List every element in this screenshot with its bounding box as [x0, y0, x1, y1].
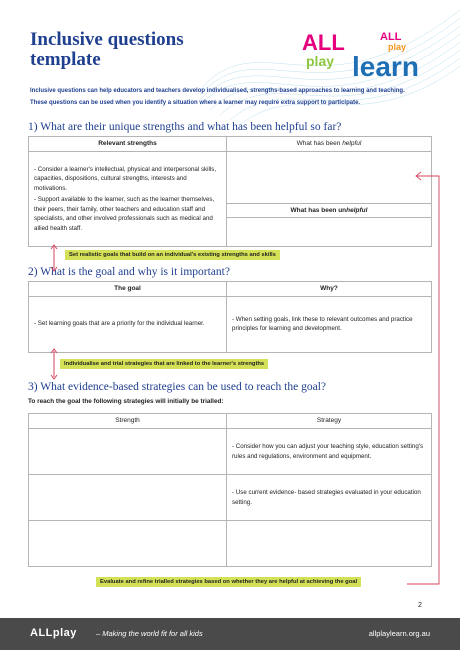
footer-bar	[0, 618, 460, 650]
page-title	[30, 30, 184, 70]
page-title-line2: template	[30, 49, 101, 70]
unhelpful-entry-cell[interactable]	[227, 218, 432, 247]
intro-text	[30, 86, 430, 109]
strategies-intro: To reach the goal the following strategies will initially be trialled:	[28, 398, 224, 405]
strategy-entry-cell-2[interactable]	[227, 475, 432, 521]
strength-entry-cell-1[interactable]	[29, 429, 227, 475]
logo-play-text: play	[306, 53, 335, 69]
loop-back-arrow-icon	[405, 170, 445, 590]
strategy-guidance-1: - Consider how you can adjust your teaching style, education setting's rules and regulations, environment and equipment.	[232, 443, 424, 460]
double-arrow-2-icon	[48, 348, 60, 380]
strategy-entry-cell-1[interactable]	[227, 429, 432, 475]
strategy-entry-cell-3[interactable]	[227, 521, 432, 567]
goal-entry-cell[interactable]	[29, 296, 227, 352]
strategy-guidance-2: - Use current evidence- based strategies evaluated in your education setting.	[232, 489, 421, 506]
the-goal-header: The goal	[29, 282, 227, 297]
unhelpful-header-em: helpful	[346, 206, 368, 214]
goal-table	[28, 281, 432, 353]
intro-line2: These questions can be used when you identify a situation where a learner may require extra support to participate.	[30, 99, 361, 106]
strength-header: Strength	[29, 414, 227, 429]
helpful-entry-cell[interactable]	[227, 151, 432, 203]
logo-all-text: ALL	[302, 30, 345, 55]
goal-guidance-text: - Set learning goals that are a priority for the individual learner.	[34, 320, 205, 328]
logo-all2-text: ALL	[380, 31, 402, 43]
strengths-bullet-1: - Consider a learner's intellectual, physical and interpersonal skills, capacities, dispositions, cultural strengths, interests and motivations.	[34, 165, 217, 192]
logo-play2-text: play	[388, 42, 407, 52]
unhelpful-header	[227, 203, 432, 218]
footer-url-link[interactable]: allplaylearn.org.au	[368, 629, 430, 638]
question-3-heading: 3) What evidence-based strategies can be used to reach the goal?	[28, 381, 327, 393]
strengths-guidance-cell[interactable]	[29, 151, 227, 247]
page-number: 2	[418, 602, 422, 609]
unhelpful-header-text: What has been un	[290, 206, 347, 214]
helpful-header-text: What has been	[296, 140, 343, 147]
why-entry-cell[interactable]	[227, 296, 432, 352]
guidance-band-1: Set realistic goals that build on an individual's existing strengths and skills	[65, 250, 280, 260]
guidance-band-3: Evaluate and refine trialled strategies based on whether they are helpful at achieving the goal	[96, 577, 361, 587]
strategy-header: Strategy	[227, 414, 432, 429]
strength-entry-cell-3[interactable]	[29, 521, 227, 567]
strength-entry-cell-2[interactable]	[29, 475, 227, 521]
intro-line1: Inclusive questions can help educators and teachers develop individualised, strengths-based approaches to learning and teaching.	[30, 88, 405, 94]
page-title-line1: Inclusive questions	[30, 29, 184, 50]
footer-tagline: – Making the world fit for all kids	[96, 629, 203, 638]
logo-learn-text: learn	[352, 51, 419, 82]
double-arrow-1-icon	[48, 244, 60, 272]
strengths-bullet-2: - Support available to the learner, such as the learner themselves, their peers, their family, other teachers and education staff and specialists, and other involved professionals such as medical and allied health staff.	[34, 196, 215, 232]
why-header: Why?	[227, 282, 432, 297]
helpful-header-em: helpful	[342, 140, 362, 147]
allplay-learn-logo	[292, 22, 442, 84]
why-guidance-text: - When setting goals, link these to relevant outcomes and practice principles for learning and development.	[232, 315, 413, 332]
helpful-header	[227, 137, 432, 152]
footer-brand: ALLplay	[30, 627, 77, 639]
guidance-band-2: Individualise and trial strategies that are linked to the learner's strengths	[60, 359, 268, 369]
strengths-table	[28, 136, 432, 247]
question-1-heading: 1) What are their unique strengths and what has been helpful so far?	[28, 121, 342, 133]
question-2-heading: 2) What is the goal and why is it important?	[28, 266, 230, 278]
strategy-table	[28, 413, 432, 567]
relevant-strengths-header: Relevant strengths	[29, 137, 227, 152]
